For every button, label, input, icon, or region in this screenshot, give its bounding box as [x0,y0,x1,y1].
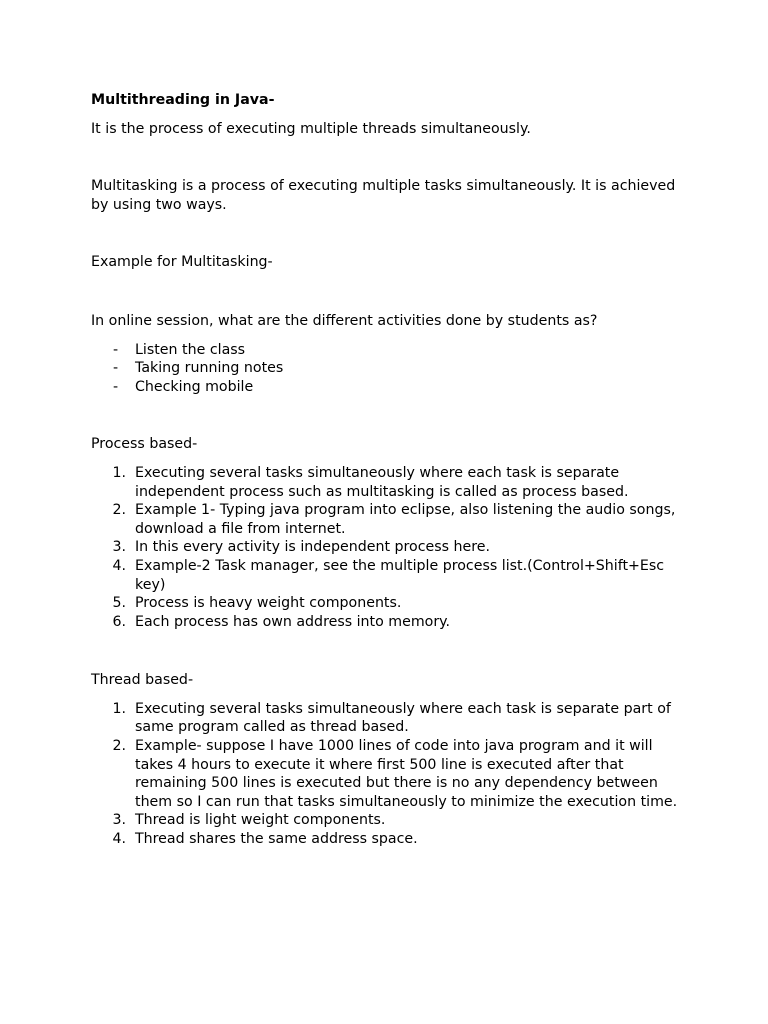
list-number: 1. [112,700,126,717]
list-item [91,378,691,397]
activities-list [91,341,691,397]
list-number: 3. [112,539,126,556]
list-item-text: Executing several tasks simultaneously where each task is separate part of same program called as thread based. [135,700,671,736]
document-content [91,91,691,849]
thread-based-list [91,700,691,849]
process-based-heading: Process based- [91,436,198,453]
dash-marker: - [113,360,119,377]
list-item [91,538,691,557]
list-item-text: Each process has own address into memory. [135,613,451,630]
thread-based-heading: Thread based- [91,672,194,689]
multitasking-paragraph: Multitasking is a process of executing multiple tasks simultaneously. It is achieved by using two ways. [91,178,676,213]
list-item [91,700,691,737]
list-item-text: In this every activity is independent process here. [135,539,491,556]
list-item-text: Example- suppose I have 1000 lines of code into java program and it will takes 4 hours to execute it where first 500 line is executed after that remaining 500 lines is executed but there is no any dependency between them so I can run that tasks simultaneously to minimize the execution time. [135,738,678,810]
list-number: 5. [112,595,126,612]
list-number: 1. [112,464,126,481]
list-item [91,594,691,613]
list-number: 2. [112,738,126,755]
list-item [91,737,691,811]
list-item [91,501,691,538]
dash-marker: - [113,378,119,395]
list-item [91,811,691,830]
activity-text: Taking running notes [135,360,284,377]
list-item [91,830,691,849]
process-based-list [91,464,691,631]
list-item-text: Example-2 Task manager, see the multiple process list.(Control+Shift+Esc key) [135,557,665,593]
list-item [91,613,691,632]
activity-text: Listen the class [135,341,246,358]
list-item-text: Executing several tasks simultaneously where each task is separate independent process such as multitasking is called as process based. [135,464,629,500]
activity-text: Checking mobile [135,378,254,395]
intro-paragraph: It is the process of executing multiple threads simultaneously. [91,120,531,137]
list-item-text: Process is heavy weight components. [135,595,402,612]
list-item-text: Thread shares the same address space. [135,831,418,848]
list-number: 3. [112,812,126,829]
online-question: In online session, what are the different activities done by students as? [91,312,598,329]
list-item [91,464,691,501]
list-item-text: Thread is light weight components. [135,812,386,829]
list-number: 4. [112,557,126,574]
list-item-text: Example 1- Typing java program into eclipse, also listening the audio songs, download a file from internet. [135,502,676,537]
example-heading: Example for Multitasking- [91,254,273,271]
list-number: 2. [112,502,126,519]
document-title: Multithreading in Java- [91,92,275,108]
list-number: 4. [112,831,126,848]
list-number: 6. [112,613,126,630]
list-item [91,341,691,360]
list-item [91,359,691,378]
dash-marker: - [113,341,119,358]
list-item [91,557,691,594]
